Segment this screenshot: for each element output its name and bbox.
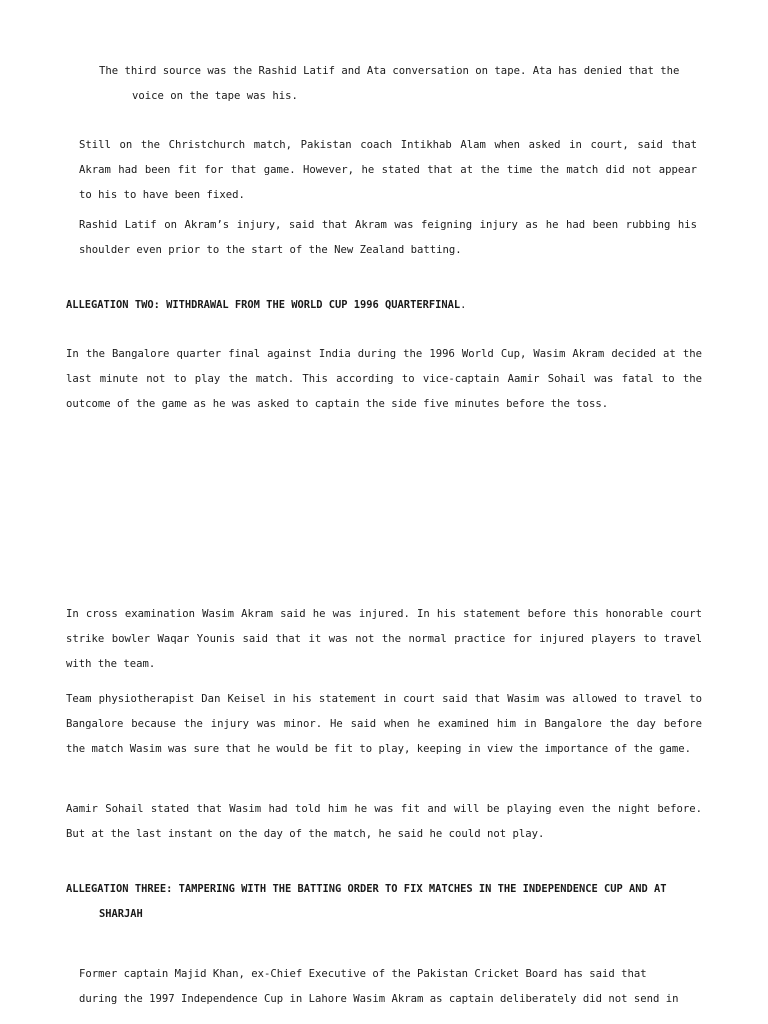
heading-allegation-three [66, 877, 716, 927]
paragraph-rashid-latif-injury: Rashid Latif on Akram’s injury, said that Akram was feigning injury as he had been rubbing his shoulder even prior to the start of the New Zealand batting. [79, 219, 697, 256]
paragraph-christchurch-match: Still on the Christchurch match, Pakistan coach Intikhab Alam when asked in court, said that Akram had been fit for that game. However, he stated that at the time the match did not appear to his to have been fixed. [79, 139, 697, 201]
paragraph-cross-examination: In cross examination Wasim Akram said he was injured. In his statement before this honorable court strike bowler Waqar Younis said that it was not the normal practice for injured players to travel with the team. [66, 608, 702, 670]
heading-line: SHARJAH [99, 908, 143, 920]
paragraph-line: The third source was the Rashid Latif and Ata conversation on tape. Ata has denied that the [99, 65, 680, 77]
paragraph-line: during the 1997 Independence Cup in Lahore Wasim Akram as captain deliberately did not send in [79, 993, 679, 1005]
paragraph-aamir-sohail: Aamir Sohail stated that Wasim had told him he was fit and will be playing even the night before. But at the last instant on the day of the match, he said he could not play. [66, 803, 702, 840]
paragraph-third-source [99, 59, 709, 109]
heading-allegation-two [66, 293, 706, 318]
paragraph-physiotherapist: Team physiotherapist Dan Keisel in his statement in court said that Wasim was allowed to travel to Bangalore because the injury was minor. He said when he examined him in Bangalore the day before the match Wasim was sure that he would be fit to play, keeping in view the importance of the game. [66, 693, 702, 755]
heading-period: . [460, 299, 467, 311]
heading-text: ALLEGATION TWO: WITHDRAWAL FROM THE WORLD CUP 1996 QUARTERFINAL [66, 299, 461, 311]
paragraph-majid-khan [79, 962, 709, 1012]
heading-line: ALLEGATION THREE: TAMPERING WITH THE BATTING ORDER TO FIX MATCHES IN THE INDEPENDENCE CUP AND AT [66, 883, 667, 895]
paragraph-line: Former captain Majid Khan, ex-Chief Executive of the Pakistan Cricket Board has said that [79, 968, 647, 980]
paragraph-bangalore-quarter-final: In the Bangalore quarter final against India during the 1996 World Cup, Wasim Akram decided at the last minute not to play the match. This according to vice-captain Aamir Sohail was fatal to the outcome of the game as he was asked to captain the side five minutes before the toss. [66, 348, 702, 410]
paragraph-line: voice on the tape was his. [132, 90, 298, 102]
